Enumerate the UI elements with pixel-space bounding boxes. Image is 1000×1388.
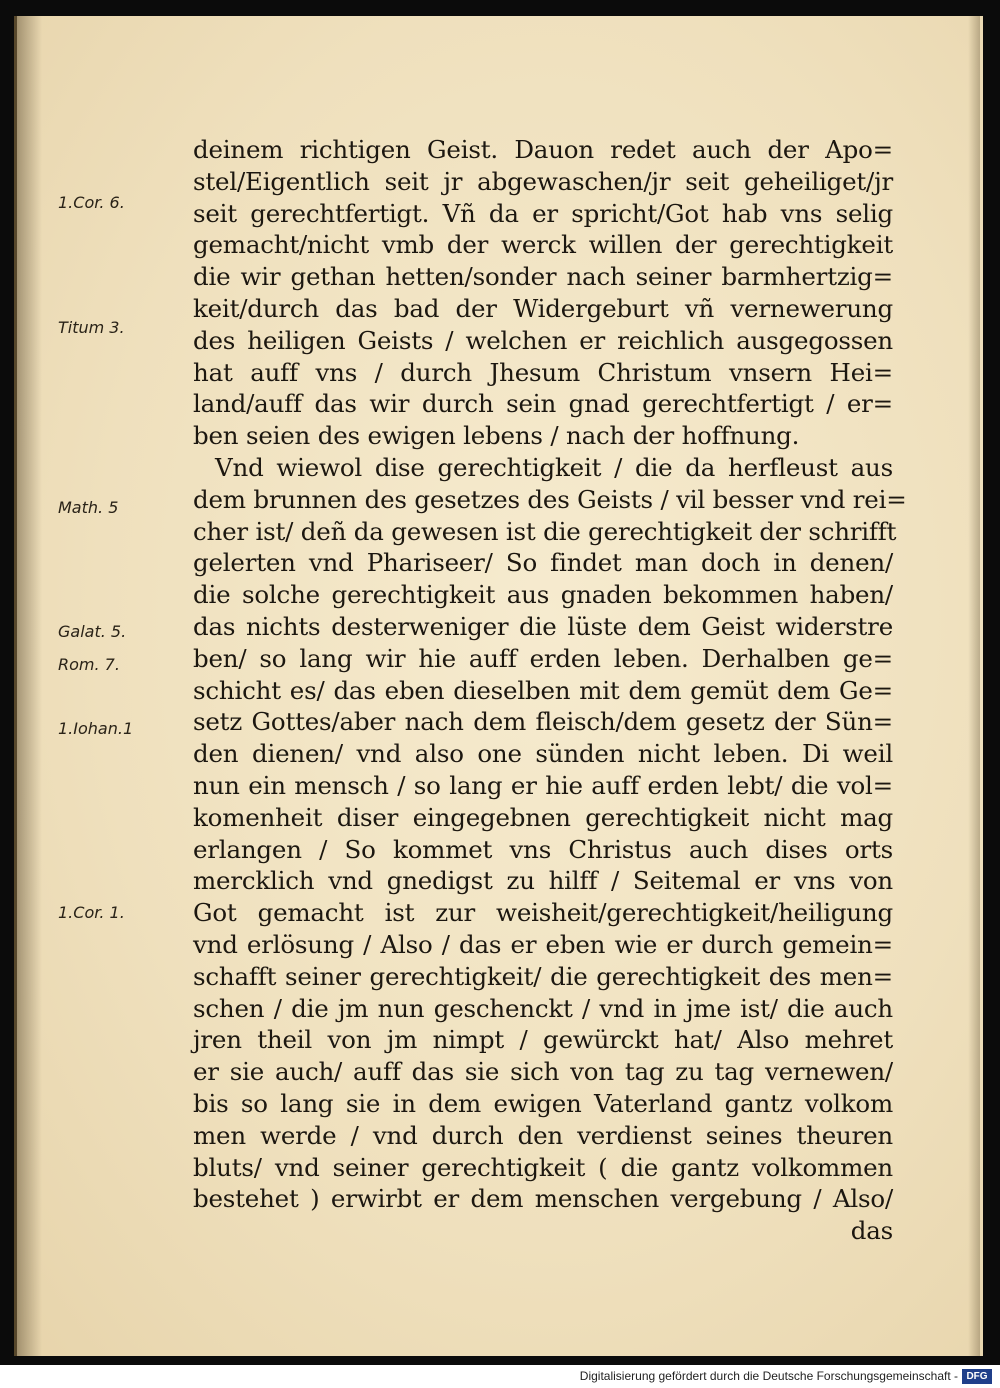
text-line: schicht es/ das eben dieselben mit dem gemüt dem Ge= — [193, 675, 893, 705]
text-line: keit/durch das bad der Widergeburt vñ vernewerung — [193, 293, 893, 323]
text-line: cher ist/ deñ da gewesen ist die gerechtigkeit der schrifft — [193, 516, 897, 546]
text-line: mercklich vnd gnedigst zu hilff / Seitemal er vns von — [193, 866, 893, 896]
footer-credit: Digitalisierung gefördert durch die Deutsche Forschungsgemeinschaft - — [579, 1369, 958, 1383]
text-line: ben/ so lang wir hie auff erden leben. Derhalben ge= — [193, 643, 893, 673]
margin-note: Rom. 7. — [58, 655, 120, 674]
dfg-logo-icon: DFG — [962, 1369, 992, 1384]
text-line: bestehet ) erwirbt er dem menschen vergebung / Also/ — [193, 1184, 893, 1214]
margin-note: 1.Iohan.1 — [58, 719, 134, 738]
text-line: men werde / vnd durch den verdienst seines theuren — [193, 1120, 893, 1150]
text-line: gelerten vnd Phariseer/ So findet man doch in denen/ — [193, 548, 893, 578]
text-line: hat auff vns / durch Jhesum Christum vnsern Hei= — [193, 357, 893, 387]
text-line: ben seien des ewigen lebens / nach der hoffnung. — [193, 421, 800, 451]
text-line: schafft seiner gerechtigkeit/ die gerechtigkeit des men= — [193, 961, 893, 991]
text-line: des heiligen Geists / welchen er reichlich ausgegossen — [193, 325, 893, 355]
text-line: dem brunnen des gesetzes des Geists / vil besser vnd rei= — [193, 484, 907, 514]
text-line: gemacht/nicht vmb der werck willen der gerechtigkeit — [193, 230, 893, 260]
text-line: komenheit diser eingegebnen gerechtigkeit nicht mag — [193, 802, 893, 832]
text-line: deinem richtigen Geist. Dauon redet auch der Apo= — [193, 135, 893, 164]
text-line: nun ein mensch / so lang er hie auff erden lebt/ die vol= — [193, 770, 893, 800]
margin-note: Titum 3. — [58, 318, 125, 337]
text-line: das nichts desterweniger die lüste dem Geist widerstre — [193, 611, 893, 641]
text-line: Got gemacht ist zur weisheit/gerechtigkeit/heiligung — [193, 898, 893, 928]
text-line: schen / die jm nun geschenckt / vnd in jme ist/ die auch — [193, 993, 893, 1023]
spine-shadow — [14, 16, 42, 1356]
text-line: die solche gerechtigkeit aus gnaden bekommen haben/ — [193, 580, 893, 610]
text-line: setz Gottes/aber nach dem fleisch/dem gesetz der Sün= — [193, 707, 893, 737]
text-line: vnd erlösung / Also / das er eben wie er durch gemein= — [193, 929, 893, 959]
margin-note: 1.Cor. 1. — [58, 903, 125, 922]
text-line: er sie auch/ auff das sie sich von tag zu tag vernewen/ — [193, 1057, 893, 1087]
main-text-block — [193, 134, 907, 1247]
catchword: das — [850, 1216, 893, 1246]
text-line: seit gerechtfertigt. Vñ da er spricht/Got hab vns selig — [193, 198, 893, 228]
text-line: erlangen / So kommet vns Christus auch dises orts — [193, 834, 893, 864]
text-line: stel/Eigentlich seit jr abgewaschen/jr seit geheiliget/jr — [193, 166, 893, 196]
text-line: jren theil von jm nimpt / gewürckt hat/ Also mehret — [193, 1025, 893, 1055]
text-line: die wir gethan hetten/sonder nach seiner barmhertzig= — [193, 262, 893, 292]
margin-note: Math. 5 — [58, 498, 119, 517]
footer-bar — [0, 1366, 1000, 1388]
text-line: land/auff das wir durch sein gnad gerechtfertigt / er= — [193, 389, 893, 419]
text-line: bis so lang sie in dem ewigen Vaterland gantz volkom — [193, 1088, 893, 1118]
margin-note: Galat. 5. — [58, 622, 127, 641]
text-line: Vnd wiewol dise gerechtigkeit / die da herfleust aus — [215, 452, 893, 482]
text-line: den dienen/ vnd also one sünden nicht leben. Di weil — [193, 739, 893, 769]
page-edge — [968, 16, 980, 1356]
text-line: bluts/ vnd seiner gerechtigkeit ( die gantz volkommen — [193, 1152, 893, 1182]
margin-note: 1.Cor. 6. — [58, 193, 125, 212]
